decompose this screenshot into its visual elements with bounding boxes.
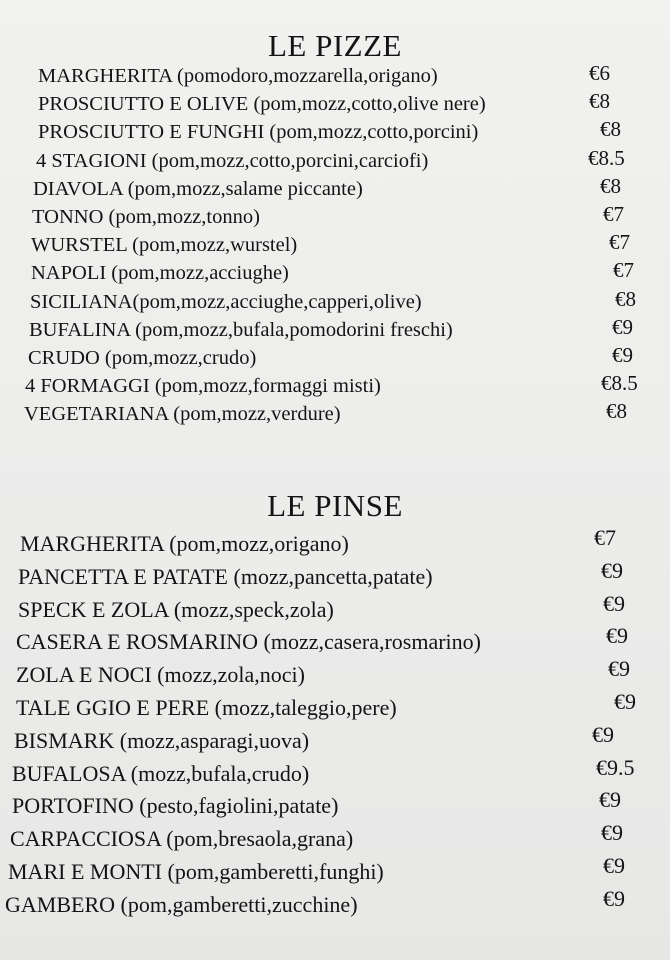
menu-item-row [0, 89, 670, 119]
menu-item-price: €9 [603, 590, 625, 616]
menu-item-name: VEGETARIANA (pom,mozz,verdure) [24, 403, 341, 426]
menu-item-name: BUFALINA (pom,mozz,bufala,pomodorini freschi) [29, 318, 453, 341]
menu-item-price: €7 [594, 525, 616, 550]
menu-item-row [0, 399, 670, 429]
menu-item-row [0, 656, 670, 688]
menu-item-name: WURSTEL (pom,mozz,wurstel) [31, 234, 298, 257]
menu-item-name: CASERA E ROSMARINO (mozz,casera,rosmarino) [16, 629, 481, 655]
menu-item-row [0, 343, 670, 373]
menu-item-row [0, 721, 670, 754]
pinse-section-title: LE PINSE [267, 488, 403, 523]
menu-item-price: €9 [603, 853, 625, 878]
menu-item-row [0, 314, 670, 345]
menu-item-price: €8 [600, 117, 621, 142]
menu-item-row [0, 173, 670, 204]
menu-item-row [0, 787, 670, 819]
menu-item-row [0, 885, 670, 918]
menu-item-row [0, 286, 670, 317]
menu-item-name: 4 STAGIONI (pom,mozz,cotto,porcini,carciofi) [36, 149, 429, 172]
menu-item-row [0, 117, 670, 147]
menu-item-name: PORTOFINO (pesto,fagiolini,patate) [12, 793, 339, 819]
menu-item-row [0, 525, 670, 557]
menu-item-price: €9 [606, 623, 628, 649]
menu-item-price: €9 [592, 721, 614, 747]
menu-item-price: €7 [603, 202, 624, 226]
menu-item-name: TONNO (pom,mozz,tonno) [32, 206, 260, 228]
menu-item-price: €9 [599, 787, 621, 813]
menu-item-price: €8 [589, 89, 610, 114]
menu-item-price: €8.5 [588, 145, 625, 170]
menu-item-price: €8 [615, 286, 636, 311]
menu-item-name: SICILIANA(pom,mozz,acciughe,capperi,olive) [30, 290, 422, 313]
menu-item-row [0, 258, 670, 288]
menu-item-price: €9 [601, 820, 623, 846]
menu-item-row [0, 820, 670, 852]
menu-item-name: NAPOLI (pom,mozz,acciughe) [31, 262, 289, 285]
menu-item-row [0, 202, 670, 232]
menu-item-row [0, 623, 670, 655]
menu-item-name: MARGHERITA (pomodoro,mozzarella,origano) [38, 65, 438, 87]
menu-item-name: MARGHERITA (pom,mozz,origano) [20, 531, 349, 556]
menu-item-price: €8 [600, 173, 621, 198]
menu-item-name: CRUDO (pom,mozz,crudo) [28, 347, 257, 369]
menu-item-price: €9 [601, 557, 623, 583]
menu-item-row [0, 230, 670, 260]
menu-item-price: €9 [614, 689, 636, 714]
menu-item-price: €6 [589, 61, 610, 85]
menu-item-name: DIAVOLA (pom,mozz,salame piccante) [33, 177, 363, 200]
menu-item-row [0, 689, 670, 721]
menu-item-price: €7 [609, 230, 630, 255]
menu-item-name: 4 FORMAGGI (pom,mozz,formaggi misti) [25, 375, 381, 398]
menu-item-row [0, 145, 670, 176]
menu-item-row [0, 853, 670, 885]
menu-item-price: €9.5 [596, 754, 635, 780]
menu-item-name: SPECK E ZOLA (mozz,speck,zola) [18, 596, 334, 622]
menu-item-row [0, 590, 670, 623]
menu-item-name: PROSCIUTTO E FUNGHI (pom,mozz,cotto,porcini) [38, 121, 479, 144]
menu-item-row [0, 557, 670, 590]
menu-item-name: PANCETTA E PATATE (mozz,pancetta,patate) [18, 563, 433, 589]
menu-item-price: €9 [603, 885, 625, 911]
menu-item-row [0, 754, 670, 787]
menu-item-name: BISMARK (mozz,asparagi,uova) [14, 727, 310, 753]
menu-item-name: CARPACCIOSA (pom,bresaola,grana) [10, 826, 354, 852]
menu-item-name: GAMBERO (pom,gamberetti,zucchine) [5, 891, 358, 917]
menu-item-price: €9 [612, 343, 633, 367]
menu-item-price: €8.5 [601, 371, 638, 396]
menu-item-name: PROSCIUTTO E OLIVE (pom,mozz,cotto,olive nere) [38, 93, 486, 116]
pizze-section-title: LE PIZZE [268, 28, 402, 63]
menu-item-name: MARI E MONTI (pom,gamberetti,funghi) [8, 859, 384, 884]
menu-item-row [0, 371, 670, 401]
menu-item-price: €9 [608, 656, 630, 682]
menu-item-name: TALE GGIO E PERE (mozz,taleggio,pere) [16, 695, 397, 720]
menu-item-row [0, 61, 670, 91]
menu-item-price: €8 [606, 399, 627, 424]
menu-item-name: BUFALOSA (mozz,bufala,crudo) [12, 760, 310, 786]
menu-item-name: ZOLA E NOCI (mozz,zola,noci) [16, 662, 305, 688]
menu-item-price: €9 [612, 314, 633, 339]
menu-item-price: €7 [613, 258, 634, 283]
